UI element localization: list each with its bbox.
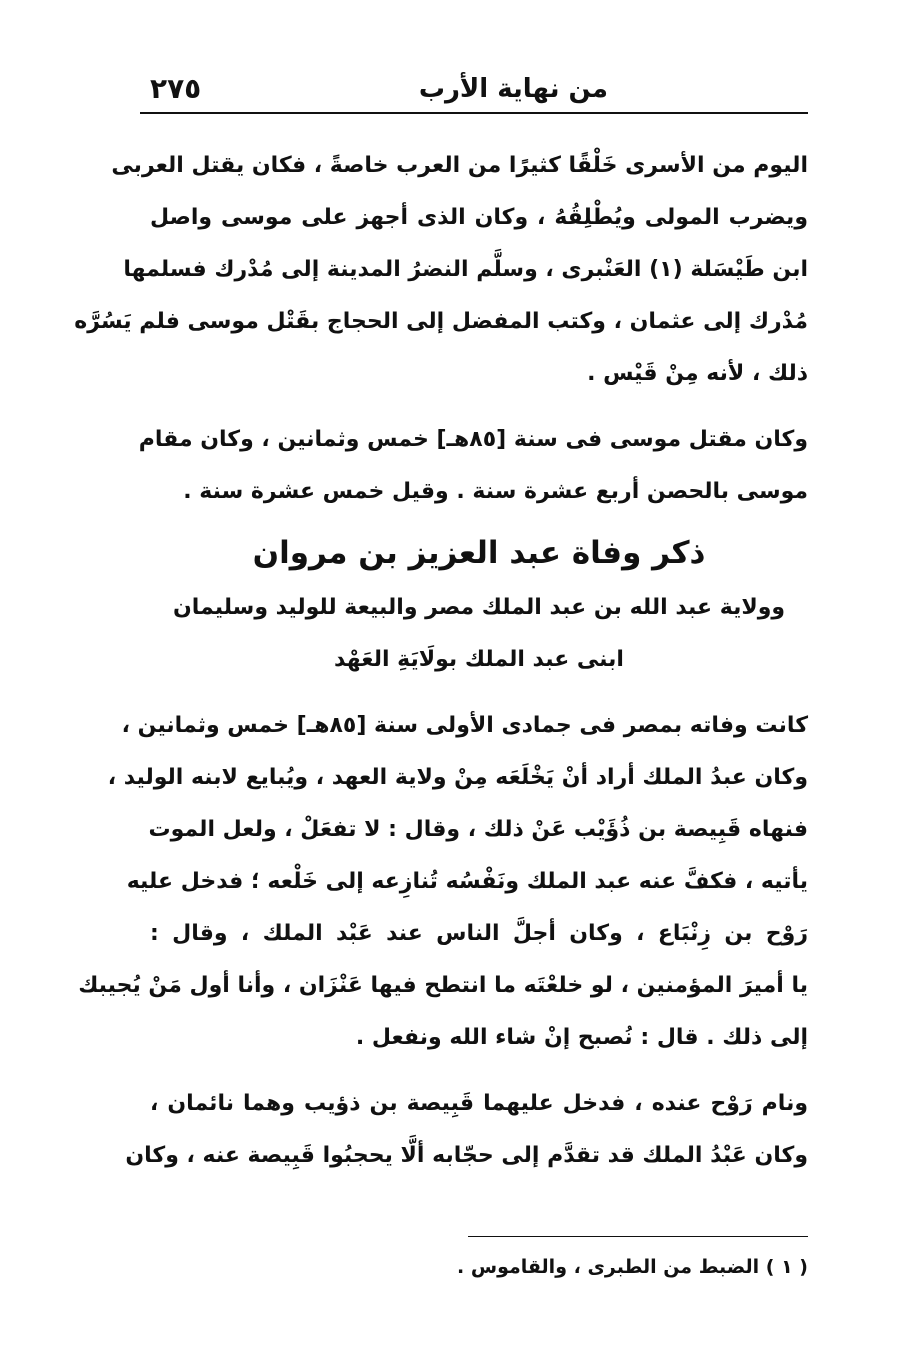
text-line: ويضرب المولى ويُطْلِقُهُ ، وكان الذى أجهز على موسى واصل	[150, 205, 808, 230]
running-title: من نهاية الأرب	[418, 74, 608, 104]
page-number: ٢٧٥	[150, 72, 202, 105]
paragraph-1	[74, 140, 808, 400]
text-line: فنهاه قَبِيصة بن ذُؤَيْب عَنْ ذلك ، وقال : لا تفعَلْ ، ولعل الموت	[148, 817, 808, 842]
paragraph-gap	[150, 686, 808, 700]
text-line: ابن طَيْسَلة (١) العَنْبرى ، وسلَّم النضرُ المدينة إلى مُدْرك فسلمها	[123, 257, 808, 282]
section-subtitle-line-2: ابنى عبد الملك بولَايَةِ العَهْد	[334, 647, 624, 672]
paragraph-3	[78, 700, 808, 1064]
text-line: رَوْح بن زِنْبَاع ، وكان أجلَّ الناس عند عَبْد الملك ، وقال :	[150, 921, 808, 946]
text-line: وكان عَبْدُ الملك قد تقدَّم إلى حجّابه ألَّا يحجبُوا قَبِيصة عنه ، وكان	[125, 1143, 808, 1168]
text-line: يأتيه ، فكفَّ عنه عبد الملك ونَفْسُه تُنازِعه إلى خَلْعه ؛ فدخل عليه	[126, 869, 808, 894]
text-line: يا أميرَ المؤمنين ، لو خلعْتَه ما انتطح فيها عَنْزَان ، وأنا أول مَنْ يُجيبك	[78, 973, 808, 998]
footnote: ( ١ ) الضبط من الطبرى ، والقاموس .	[457, 1256, 808, 1278]
page-header	[140, 70, 808, 110]
text-line: وكان مقتل موسى فى سنة [٨٥هـ] خمس وثمانين ، وكان مقام	[138, 427, 808, 452]
body-text	[74, 140, 808, 1182]
text-line: إلى ذلك . قال : نُصبح إنْ شاء الله ونفعل .	[355, 1025, 808, 1050]
section-subtitle-line-1: وولاية عبد الله بن عبد الملك مصر والبيعة للوليد وسليمان	[172, 595, 786, 620]
header-rule	[140, 112, 808, 114]
paragraph-gap	[150, 400, 808, 414]
paragraph-2	[138, 414, 808, 518]
footnote-rule	[468, 1236, 808, 1237]
text-line: موسى بالحصن أربع عشرة سنة . وقيل خمس عشرة سنة .	[183, 479, 808, 504]
text-line: ونام رَوْح عنده ، فدخل عليهما قَبِيصة بن ذؤيب وهما نائمان ،	[150, 1091, 808, 1116]
text-line: مُدْرك إلى عثمان ، وكتب المفضل إلى الحجاج بقَتْل موسى فلم يَسُرَّه	[74, 309, 808, 334]
text-line: اليوم من الأسرى خَلْقًا كثيرًا من العرب خاصةً ، فكان يقتل العربى	[111, 153, 808, 178]
paragraph-4	[125, 1078, 808, 1182]
text-line: وكان عبدُ الملك أراد أنْ يَخْلَعَه مِنْ ولاية العهد ، ويُبايع لابنه الوليد ،	[107, 765, 808, 790]
paragraph-gap	[150, 1064, 808, 1078]
section-title: ذكر وفاة عبد العزيز بن مروان	[252, 535, 706, 571]
text-line: ذلك ، لأنه مِنْ قَيْس .	[587, 361, 808, 386]
text-line: كانت وفاته بمصر فى جمادى الأولى سنة [٨٥هـ] خمس وثمانين ،	[121, 713, 808, 738]
